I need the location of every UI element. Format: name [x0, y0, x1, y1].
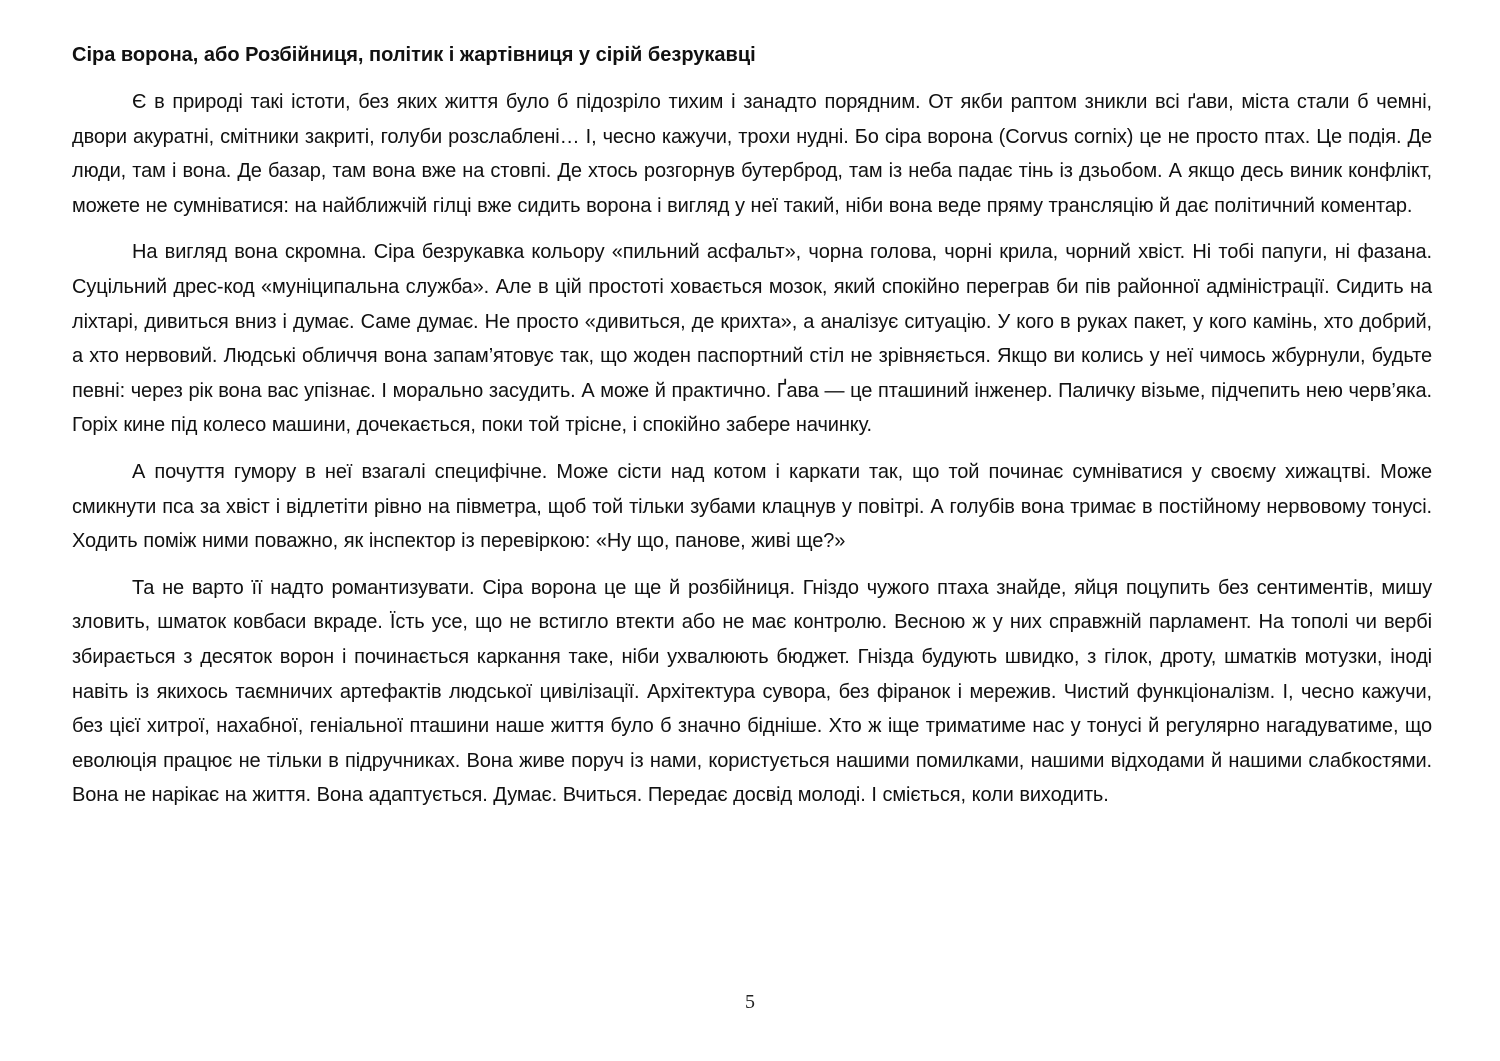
- paragraph-2: На вигляд вона скромна. Сіра безрукавка кольору «пильний асфальт», чорна голова, чорні крила, чорний хвіст. Ні тобі папуги, ні фазана. Суцільний дрес-код «муніципальна служба». Але в цій простоті ховається мозок, який спокійно переграв би пів районної адміністрації. Сидить на ліхтарі, дивиться вниз і думає. Саме думає. Не просто «дивиться, де крихта», а аналізує ситуацію. У кого в руках пакет, у кого камінь, хто добрий, а хто нервовий. Людські обличчя вона запам’ятовує так, що жоден паспортний стіл не зрівняється. Якщо ви колись у неї чимось жбурнули, будьте певні: через рік вона вас упізнає. І морально засудить. А може й практично. Ґава — це пташиний інженер. Паличку візьме, підчепить нею черв’яка. Горіх кине під колесо машини, дочекається, поки той трісне, і спокійно забере начинку.: [72, 241, 1432, 437]
- document-title: Сіра ворона, або Розбійниця, політик і жартівниця у сірій безрукавці: [72, 44, 756, 66]
- page-number: 5: [745, 991, 755, 1013]
- paragraph-1: Є в природі такі істоти, без яких життя було б підозріло тихим і занадто порядним. От якби раптом зникли всі ґави, міста стали б чемні, двори акуратні, смітники закриті, голуби розслаблені… І, чесно кажучи, трохи нудні. Бо сіра ворона (Corvus cornix) це не просто птах. Це подія. Де люди, там і вона. Де базар, там вона вже на стовпі. Де хтось розгорнув бутерброд, там із неба падає тінь із дзьобом. А якщо десь виник конфлікт, можете не сумніватися: на найближчій гілці вже сидить ворона і вигляд у неї такий, ніби вона веде пряму трансляцію й дає політичний коментар.: [72, 91, 1432, 217]
- paragraph-3: А почуття гумору в неї взагалі специфічне. Може сісти над котом і каркати так, що той починає сумніватися у своєму хижацтві. Може смикнути пса за хвіст і відлетіти рівно на півметра, щоб той тільки зубами клацнув у повітрі. А голубів вона тримає в постійному нервовому тонусі. Ходить поміж ними поважно, як інспектор із перевіркою: «Ну що, панове, живі ще?»: [72, 460, 1432, 553]
- paragraph-4: Та не варто її надто романтизувати. Сіра ворона це ще й розбійниця. Гніздо чужого птаха знайде, яйця поцупить без сентиментів, мишу зловить, шматок ковбаси вкраде. Їсть усе, що не встигло втекти або не має контролю. Весною ж у них справжній парламент. На тополі чи вербі збирається з десяток ворон і починається каркання таке, ніби ухвалюють бюджет. Гнізда будують швидко, з гілок, дроту, шматків мотузки, іноді навіть із якихось таємничих артефактів людської цивілізації. Архітектура сувора, без фіранок і мережив. Чистий функціоналізм. І, чесно кажучи, без цієї хитрої, нахабної, геніальної пташини наше життя було б значно бідніше. Хто ж іще триматиме нас у тонусі й регулярно нагадуватиме, що еволюція працює не тільки в підручниках. Вона живе поруч із нами, користується нашими помилками, нашими відходами й нашими слабкостями. Вона не нарікає на життя. Вона адаптується. Думає. Вчиться. Передає досвід молоді. І сміється, коли виходить.: [72, 576, 1432, 807]
- document-page: [72, 38, 1432, 825]
